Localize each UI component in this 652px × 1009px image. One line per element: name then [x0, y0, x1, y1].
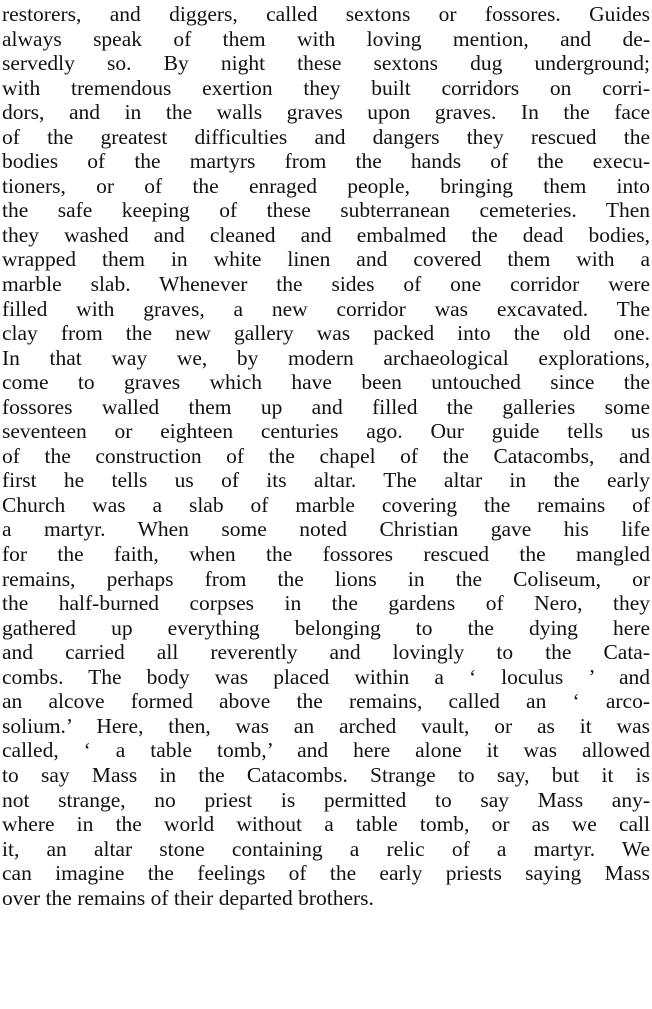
text-line: it, an altar stone containing a relic of a martyr. We: [2, 836, 650, 861]
text-line: come to graves which have been untouched since the: [2, 370, 650, 395]
text-line: called, ‘ a table tomb,’ and here alone it was allowed: [2, 738, 650, 763]
text-line: filled with graves, a new corridor was excavated. The: [2, 296, 650, 321]
text-line: a martyr. When some noted Christian gave his life: [2, 517, 650, 542]
text-line: the half-burned corpses in the gardens of Nero, they: [2, 591, 650, 616]
text-line: bodies of the martyrs from the hands of the execu-: [2, 149, 650, 174]
text-line: to say Mass in the Catacombs. Strange to say, but it is: [2, 762, 650, 787]
text-line: not strange, no priest is permitted to say Mass any-: [2, 787, 650, 812]
text-line: they washed and cleaned and embalmed the dead bodies,: [2, 222, 650, 247]
text-line: dors, and in the walls graves upon graves. In the face: [2, 100, 650, 125]
text-line: fossores walled them up and filled the galleries some: [2, 394, 650, 419]
text-line: first he tells us of its altar. The altar in the early: [2, 468, 650, 493]
text-line: of the construction of the chapel of the Catacombs, and: [2, 443, 650, 468]
text-line: and carried all reverently and lovingly to the Cata-: [2, 640, 650, 665]
text-line: servedly so. By night these sextons dug underground;: [2, 51, 650, 76]
text-line: clay from the new gallery was packed into the old one.: [2, 321, 650, 346]
text-line: solium.’ Here, then, was an arched vault, or as it was: [2, 713, 650, 738]
body-text: [2, 2, 650, 910]
text-line: can imagine the feelings of the early priests saying Mass: [2, 861, 650, 886]
text-line: marble slab. Whenever the sides of one corridor were: [2, 272, 650, 297]
text-line: where in the world without a table tomb, or as we call: [2, 812, 650, 837]
text-line: remains, perhaps from the lions in the Coliseum, or: [2, 566, 650, 591]
text-line: of the greatest difficulties and dangers they rescued the: [2, 124, 650, 149]
text-line: an alcove formed above the remains, called an ‘ arco-: [2, 689, 650, 714]
text-line: always speak of them with loving mention, and de-: [2, 26, 650, 51]
text-line: restorers, and diggers, called sextons or fossores. Guides: [2, 2, 650, 26]
text-line: gathered up everything belonging to the dying here: [2, 615, 650, 640]
text-line: with tremendous exertion they built corridors on corri-: [2, 75, 650, 100]
text-line: seventeen or eighteen centuries ago. Our guide tells us: [2, 419, 650, 444]
text-line: over the remains of their departed brothers.: [2, 885, 374, 910]
text-line: the safe keeping of these subterranean cemeteries. Then: [2, 198, 650, 223]
text-line: tioners, or of the enraged people, bringing them into: [2, 173, 650, 198]
text-line: wrapped them in white linen and covered them with a: [2, 247, 650, 272]
text-line: In that way we, by modern archaeological explorations,: [2, 345, 650, 370]
text-line: for the faith, when the fossores rescued the mangled: [2, 542, 650, 567]
text-line: combs. The body was placed within a ‘ loculus ’ and: [2, 664, 650, 689]
text-line: Church was a slab of marble covering the remains of: [2, 492, 650, 517]
